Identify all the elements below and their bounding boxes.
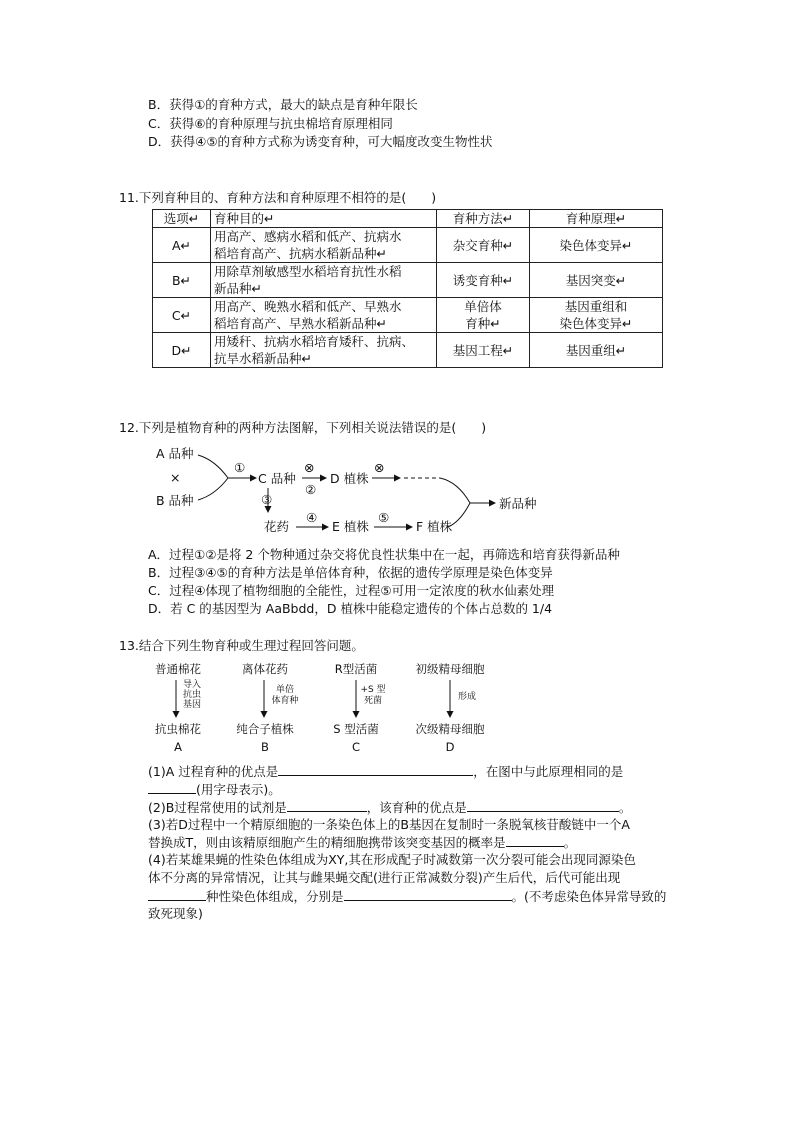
method-line: 单倍体 (464, 299, 502, 314)
method-line: 诱变育种↵ (452, 272, 514, 288)
q11-stem: 11.下列育种目的、育种方法和育种原理不相符的是( ) (119, 190, 437, 205)
diagram-step-5: ⑤ (378, 510, 390, 525)
answer-blank[interactable] (506, 834, 564, 847)
converge-line-b (198, 478, 228, 500)
q13-sub-2-text: 。 (618, 800, 632, 815)
q10-option-c: C．获得⑥的育种原理与抗虫棉培育原理相同 (148, 116, 393, 131)
q13-c-note-2: 死菌 (363, 696, 382, 706)
header-method: 育种方法↵ (437, 210, 530, 228)
diagram-step-3: ③ (261, 492, 273, 507)
q13-b-note-2: 体育种 (271, 696, 299, 706)
q13-sub-1 (148, 763, 623, 780)
q12-option-b: B．过程③④⑤的育种方法是单倍体育种，依据的遗传学原理是染色体变异 (148, 565, 553, 580)
method-line: 育种↵ (465, 316, 501, 331)
q13-stem: 13.结合下列生物育种或生理过程回答问题。 (119, 638, 364, 653)
q13-sub-1-text: (1)A 过程育种的优点是 (148, 764, 279, 779)
row-option: B↵ (153, 263, 211, 298)
self-cross-icon: ⊗ (304, 460, 315, 475)
q13-sub-4-line-2: 体不分离的异常情况，让其与雌果蝇交配(进行正常减数分裂)产生后代，后代可能出现 (148, 870, 621, 885)
q13-b-note-1: 单倍 (275, 685, 294, 695)
principle-line: 染色体变异↵ (559, 237, 633, 253)
q13-sub-4-line-1: (4)若某雄果蝇的性染色体组成为XY,其在形成配子时减数第一次分裂可能会出现同源染色 (148, 852, 636, 867)
q13-c-label: C (351, 740, 361, 754)
diagram-a-variety: A 品种 (156, 446, 194, 461)
q13-a-top: 普通棉花 (155, 662, 201, 676)
diagram-f-plant: F 植株 (416, 519, 453, 534)
q13-c-top: R型活菌 (334, 662, 378, 676)
q12-stem: 12.下列是植物育种的两种方法图解，下列相关说法错误的是( ) (119, 420, 487, 435)
answer-blank[interactable] (148, 888, 206, 901)
diagram-new-variety: 新品种 (499, 496, 537, 511)
q13-d-bottom: 次级精母细胞 (415, 722, 485, 736)
q13-sub-4-line-4: 致死现象) (148, 906, 203, 921)
diagram-pollen: 花药 (264, 519, 290, 534)
method-line: 基因工程↵ (452, 342, 514, 358)
purpose-line: 用除草剂敏感型水稻培育抗性水稻 (214, 264, 402, 279)
q13-d-label: D (445, 740, 455, 754)
q13-sub-2-text: (2)B过程常使用的试剂是 (148, 800, 287, 815)
purpose-line: 抗旱水稻新品种↵ (214, 351, 312, 366)
purpose-line: 用高产、晚熟水稻和低产、早熟水 (214, 299, 402, 314)
q13-sub-2 (148, 799, 631, 816)
q12-option-a: A．过程①②是将 2 个物种通过杂交将优良性状集中在一起，再筛选和培育获得新品种 (148, 547, 620, 562)
header-option: 选项↵ (153, 210, 211, 228)
q10-option-d: D．获得④⑤的育种方式称为诱变育种，可大幅度改变生物性状 (148, 134, 493, 149)
q13-b-top: 离体花药 (242, 662, 288, 676)
q13-c-bottom: S 型活菌 (333, 722, 379, 736)
q13-b-label: B (261, 740, 269, 754)
answer-blank[interactable] (278, 763, 473, 776)
q13-d-note-1: 形成 (457, 692, 476, 702)
self-cross-icon: ⊗ (374, 460, 385, 475)
answer-blank[interactable] (467, 799, 619, 812)
q13-a-note-2: 抗虫 (182, 690, 201, 700)
row-option: C↵ (153, 298, 211, 333)
purpose-line: 用高产、感病水稻和低产、抗病水 (214, 229, 402, 244)
q13-sub-1-text: (用字母表示)。 (196, 782, 281, 797)
q13-a-note-3: 基因 (182, 700, 201, 710)
answer-blank[interactable] (344, 888, 512, 901)
header-purpose: 育种目的↵ (211, 210, 437, 228)
principle-line: 染色体变异↵ (559, 316, 633, 331)
purpose-line: 稻培育高产、早熟水稻新品种↵ (214, 316, 387, 331)
method-line: 杂交育种↵ (452, 237, 514, 253)
diagram-cross: × (170, 470, 181, 485)
diagram-step-4: ④ (306, 510, 318, 525)
row-option: A↵ (153, 228, 211, 263)
diagram-e-plant: E 植株 (332, 519, 369, 534)
q13-sub-4-text: 。(不考虑染色体异常导致的 (511, 889, 667, 904)
principle-line: 基因重组和 (564, 299, 628, 314)
purpose-line: 稻培育高产、抗病水稻新品种↵ (214, 246, 387, 261)
q12-option-c: C．过程④体现了植物细胞的全能性，过程⑤可用一定浓度的秋水仙素处理 (148, 583, 555, 598)
q13-sub-1-cont (148, 781, 281, 798)
q13-c-note-1: +S 型 (360, 685, 386, 695)
q13-a-label: A (174, 740, 182, 754)
principle-line: 基因突变↵ (565, 272, 627, 288)
diagram-b-variety: B 品种 (156, 493, 194, 508)
q13-a-bottom: 抗虫棉花 (155, 722, 201, 736)
q13-sub-3-text: 。 (563, 835, 577, 850)
diagram-step-2: ② (305, 482, 317, 497)
q12-option-d: D．若 C 的基因型为 AaBbdd，D 植株中能稳定遗传的个体占总数的 1/4 (148, 601, 553, 616)
q13-sub-3-text: 替换成T，则由该精原细胞产生的精细胞携带该突变基因的概率是 (148, 835, 506, 850)
answer-blank[interactable] (148, 781, 196, 794)
row-option: D↵ (153, 333, 211, 368)
purpose-line: 新品种↵ (214, 281, 262, 296)
q13-sub-3-line-2 (148, 834, 576, 851)
diagram-d-plant: D 植株 (330, 471, 369, 486)
q13-sub-1-text: ，在图中与此原理相同的是 (473, 764, 624, 779)
q13-sub-3-line-1: (3)若D过程中一个精原细胞的一条染色体上的B基因在复制时一条脱氧核苷酸链中一个A (148, 817, 630, 832)
q13-a-note-1: 导入 (182, 680, 201, 690)
diagram-c-variety: C 品种 (258, 471, 296, 486)
q10-option-b: B．获得①的育种方式，最大的缺点是育种年限长 (148, 97, 418, 112)
answer-blank[interactable] (287, 799, 367, 812)
q13-b-bottom: 纯合子植株 (236, 722, 294, 736)
header-principle: 育种原理↵ (530, 210, 663, 228)
q13-sub-4-line-3 (148, 888, 666, 905)
principle-line: 基因重组↵ (565, 342, 627, 358)
q13-sub-2-text: ，该育种的优点是 (366, 800, 467, 815)
diagram-step-1: ① (234, 460, 246, 475)
purpose-line: 用矮秆、抗病水稻培育矮秆、抗病、 (214, 334, 415, 349)
q13-d-top: 初级精母细胞 (415, 662, 485, 676)
converge-line-a (198, 455, 228, 478)
q13-sub-4-text: 种性染色体组成，分别是 (206, 889, 344, 904)
converge-line-d (440, 478, 470, 503)
